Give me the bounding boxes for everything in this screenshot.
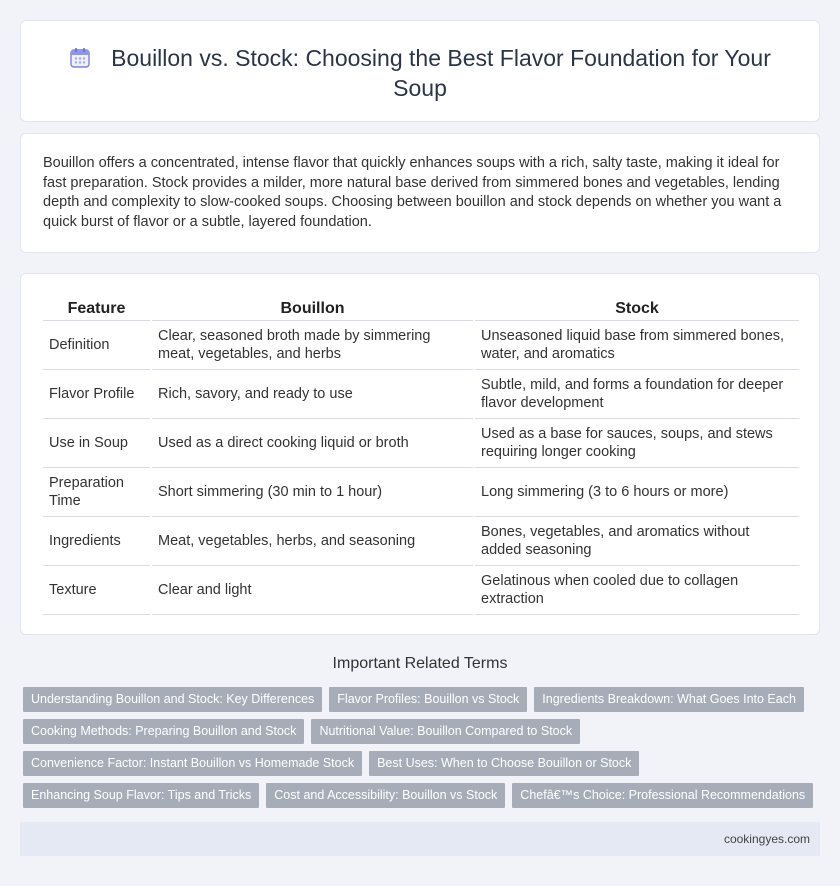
related-term-tag[interactable]: Ingredients Breakdown: What Goes Into Each [534,687,804,712]
header-stock: Stock [474,296,799,320]
footer [20,822,820,856]
header-feature: Feature [43,296,151,320]
tag-row [23,719,813,751]
row-feature-cell: Preparation Time [43,467,151,516]
related-term-tag[interactable]: Cost and Accessibility: Bouillon vs Stock [266,783,505,808]
table-row [43,369,799,418]
row-stock-cell: Bones, vegetables, and aromatics without added seasoning [474,516,799,565]
row-feature-cell: Definition [43,320,151,369]
row-feature-cell: Flavor Profile [43,369,151,418]
header-bouillon: Bouillon [151,296,474,320]
related-term-tag[interactable]: Nutritional Value: Bouillon Compared to Stock [311,719,580,744]
row-stock-cell: Gelatinous when cooled due to collagen extraction [474,565,799,614]
row-feature-cell: Use in Soup [43,418,151,467]
related-term-tag[interactable]: Flavor Profiles: Bouillon vs Stock [329,687,527,712]
row-bouillon-cell: Used as a direct cooking liquid or broth [151,418,474,467]
header-card [20,20,820,122]
row-bouillon-cell: Meat, vegetables, herbs, and seasoning [151,516,474,565]
related-term-tag[interactable]: Convenience Factor: Instant Bouillon vs Homemade Stock [23,751,362,776]
row-stock-cell: Subtle, mild, and forms a foundation for deeper flavor development [474,369,799,418]
row-bouillon-cell: Short simmering (30 min to 1 hour) [151,467,474,516]
related-term-tag[interactable]: Chefâ€™s Choice: Professional Recommendations [512,783,813,808]
table-row [43,320,799,369]
header [21,43,819,103]
comparison-card [20,273,820,635]
row-stock-cell: Long simmering (3 to 6 hours or more) [474,467,799,516]
tag-row [23,687,813,719]
row-bouillon-cell: Clear and light [151,565,474,614]
related-terms-heading: Important Related Terms [332,655,508,672]
row-bouillon-cell: Clear, seasoned broth made by simmering meat, vegetables, and herbs [151,320,474,369]
row-stock-cell: Unseasoned liquid base from simmered bones, water, and aromatics [474,320,799,369]
related-term-tag[interactable]: Cooking Methods: Preparing Bouillon and Stock [23,719,304,744]
page-title [21,43,819,103]
tag-row [23,751,813,783]
comparison-table [43,296,799,615]
related-terms-list [23,687,813,815]
row-bouillon-cell: Rich, savory, and ready to use [151,369,474,418]
page-title-text: Bouillon vs. Stock: Choosing the Best Flavor Foundation for Your Soup [111,45,771,101]
related-term-tag[interactable]: Enhancing Soup Flavor: Tips and Tricks [23,783,259,808]
intro-card [20,133,820,253]
table-row [43,418,799,467]
footer-site-link[interactable]: cookingyes.com [723,832,810,846]
related-term-tag[interactable]: Best Uses: When to Choose Bouillon or Stock [369,751,639,776]
table-row [43,467,799,516]
table-header-row [43,296,799,320]
tag-row [23,783,813,815]
related-term-tag[interactable]: Understanding Bouillon and Stock: Key Differences [23,687,322,712]
row-feature-cell: Ingredients [43,516,151,565]
row-feature-cell: Texture [43,565,151,614]
row-stock-cell: Used as a base for sauces, soups, and stews requiring longer cooking [474,418,799,467]
table-row [43,565,799,614]
table-row [43,516,799,565]
calendar-icon [69,46,91,68]
intro-paragraph: Bouillon offers a concentrated, intense flavor that quickly enhances soups with a rich, salty taste, making it ideal for fast preparation. Stock provides a milder, more natural base derived from simmered bones and vegetables, lending depth and complexity to slow-cooked soups. Choosing between bouillon and stock depends on whether you want a quick burst of flavor or a subtle, layered foundation. [43,155,782,230]
